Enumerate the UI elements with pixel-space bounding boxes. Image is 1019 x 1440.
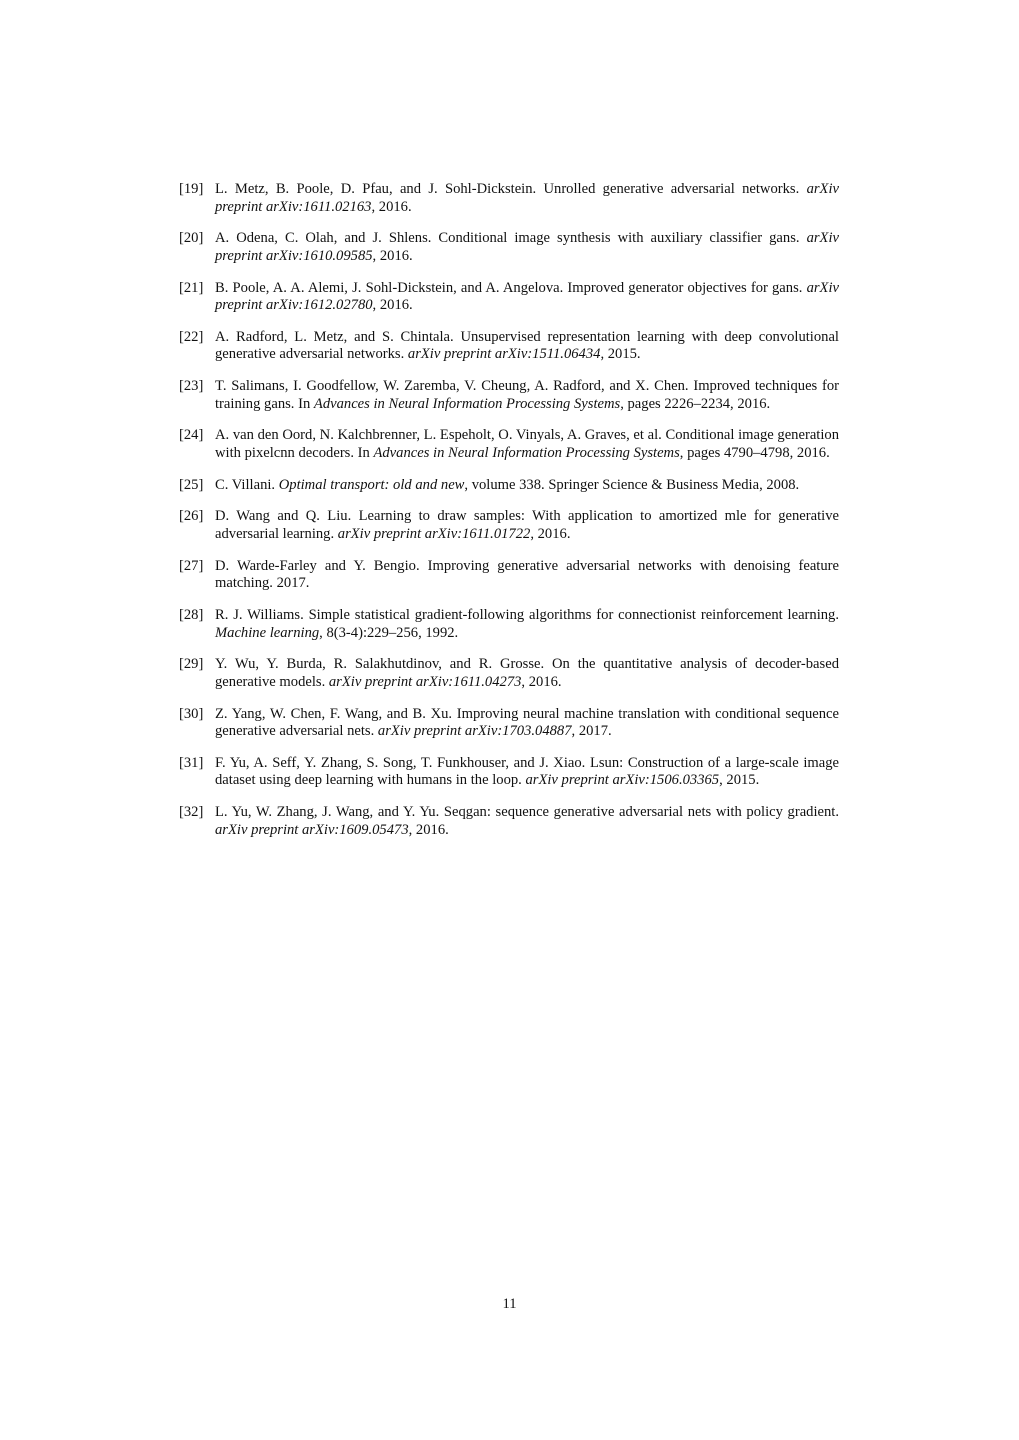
reference-segment: F. Yu, A. Seff, Y. Zhang, S. Song, T. Funkhouser, and J. Xiao. Lsun: Construction of a large-scale image dataset using deep learning with humans in the loop. — [215, 754, 839, 789]
reference-text — [215, 755, 839, 790]
reference-item — [179, 329, 839, 364]
reference-text — [215, 181, 839, 216]
reference-segment: C. Villani. — [215, 476, 279, 493]
page-number: 11 — [502, 1296, 517, 1312]
reference-segment: , 2016. — [408, 821, 449, 838]
reference-segment: B. Poole, A. A. Alemi, J. Sohl-Dickstein, and A. Angelova. Improved generator objectives for gans. — [215, 279, 807, 296]
reference-venue: arXiv preprint arXiv:1611.01722 — [337, 525, 531, 542]
reference-segment: A. van den Oord, N. Kalchbrenner, L. Espeholt, O. Vinyals, A. Graves, et al. Conditional image generation with pixelcnn decoders. In — [215, 427, 839, 461]
reference-segment: L. Yu, W. Zhang, J. Wang, and Y. Yu. Seqgan: sequence generative adversarial nets with policy gradient. — [215, 804, 839, 821]
reference-number: [20] — [179, 230, 204, 247]
reference-number: [27] — [179, 557, 204, 574]
reference-text — [215, 230, 839, 265]
reference-venue: arXiv preprint arXiv:1506.03365 — [525, 772, 720, 789]
reference-segment: , 2017. — [571, 723, 612, 740]
reference-segment: A. Radford, L. Metz, and S. Chintala. Unsupervised representation learning with deep convolutional generative adversarial networks. — [215, 328, 839, 363]
reference-item — [179, 181, 839, 216]
reference-segment: D. Warde-Farley and Y. Bengio. Improving generative adversarial networks with denoising feature matching. 2017. — [215, 557, 839, 592]
reference-number: [23] — [179, 378, 204, 395]
reference-venue: arXiv preprint arXiv:1511.06434 — [407, 346, 601, 363]
reference-text — [215, 558, 839, 593]
reference-text — [215, 477, 839, 495]
reference-segment: Z. Yang, W. Chen, F. Wang, and B. Xu. Improving neural machine translation with conditional sequence generative adversarial nets. — [215, 705, 839, 740]
reference-item — [179, 755, 839, 790]
reference-venue: arXiv preprint arXiv:1610.09585 — [215, 230, 839, 264]
reference-item — [179, 508, 839, 543]
reference-venue: arXiv preprint arXiv:1611.04273 — [328, 673, 522, 690]
reference-segment: L. Metz, B. Poole, D. Pfau, and J. Sohl-Dickstein. Unrolled generative adversarial networks. — [215, 181, 807, 197]
reference-text — [215, 378, 839, 413]
reference-text — [215, 656, 839, 691]
reference-venue: arXiv preprint arXiv:1611.02163 — [215, 181, 839, 215]
reference-number: [30] — [179, 705, 204, 722]
reference-venue: Advances in Neural Information Processing Systems — [313, 395, 621, 412]
reference-item — [179, 656, 839, 691]
reference-item — [179, 477, 839, 495]
reference-text — [215, 280, 839, 315]
reference-segment: , 2015. — [719, 772, 760, 789]
reference-venue: arXiv preprint arXiv:1609.05473 — [215, 821, 409, 838]
reference-segment: , pages 4790–4798, 2016. — [679, 445, 830, 461]
reference-segment: , 2015. — [600, 346, 641, 363]
reference-item — [179, 378, 839, 413]
reference-number: [28] — [179, 606, 204, 623]
reference-item — [179, 607, 839, 642]
reference-text — [215, 427, 839, 462]
reference-list — [179, 181, 839, 853]
reference-item — [179, 804, 839, 839]
reference-venue: Machine learning — [215, 624, 320, 641]
reference-venue: Advances in Neural Information Processing Systems — [373, 445, 680, 461]
reference-segment: , 2016. — [521, 673, 562, 690]
reference-number: [21] — [179, 279, 204, 296]
reference-number: [22] — [179, 328, 204, 345]
reference-segment: , 2016. — [371, 198, 412, 215]
reference-text — [215, 804, 839, 839]
reference-number: [26] — [179, 508, 204, 525]
reference-segment: T. Salimans, I. Goodfellow, W. Zaremba, V. Cheung, A. Radford, and X. Chen. Improved techniques for training gans. In — [215, 378, 839, 412]
reference-item — [179, 558, 839, 593]
reference-segment: , 2016. — [530, 525, 571, 542]
reference-segment: , 2016. — [372, 297, 413, 314]
reference-segment: A. Odena, C. Olah, and J. Shlens. Conditional image synthesis with auxiliary classifier gans. — [215, 230, 807, 247]
reference-venue: arXiv preprint arXiv:1612.02780 — [215, 279, 839, 314]
reference-item — [179, 230, 839, 265]
reference-venue: arXiv preprint arXiv:1703.04887 — [377, 723, 572, 740]
reference-text — [215, 508, 839, 543]
reference-text — [215, 706, 839, 741]
reference-number: [31] — [179, 754, 204, 771]
reference-segment: , pages 2226–2234, 2016. — [620, 395, 771, 412]
reference-number: [32] — [179, 804, 204, 821]
reference-segment: Y. Wu, Y. Burda, R. Salakhutdinov, and R. Grosse. On the quantitative analysis of decoder-based generative models. — [215, 656, 839, 690]
reference-number: [29] — [179, 656, 204, 673]
reference-item — [179, 706, 839, 741]
reference-segment: R. J. Williams. Simple statistical gradient-following algorithms for connectionist reinforcement learning. — [215, 606, 839, 623]
reference-text — [215, 329, 839, 364]
reference-number: [24] — [179, 427, 204, 444]
reference-segment: D. Wang and Q. Liu. Learning to draw samples: With application to amortized mle for generative adversarial learning. — [215, 508, 839, 542]
reference-number: [19] — [179, 181, 204, 197]
reference-segment: , 8(3-4):229–256, 1992. — [319, 624, 459, 641]
reference-text — [215, 607, 839, 642]
reference-segment: , 2016. — [372, 247, 413, 264]
reference-venue: Optimal transport: old and new — [278, 476, 465, 493]
reference-item — [179, 427, 839, 462]
reference-number: [25] — [179, 476, 204, 493]
reference-segment: , volume 338. Springer Science & Business Media, 2008. — [464, 476, 800, 493]
reference-item — [179, 280, 839, 315]
